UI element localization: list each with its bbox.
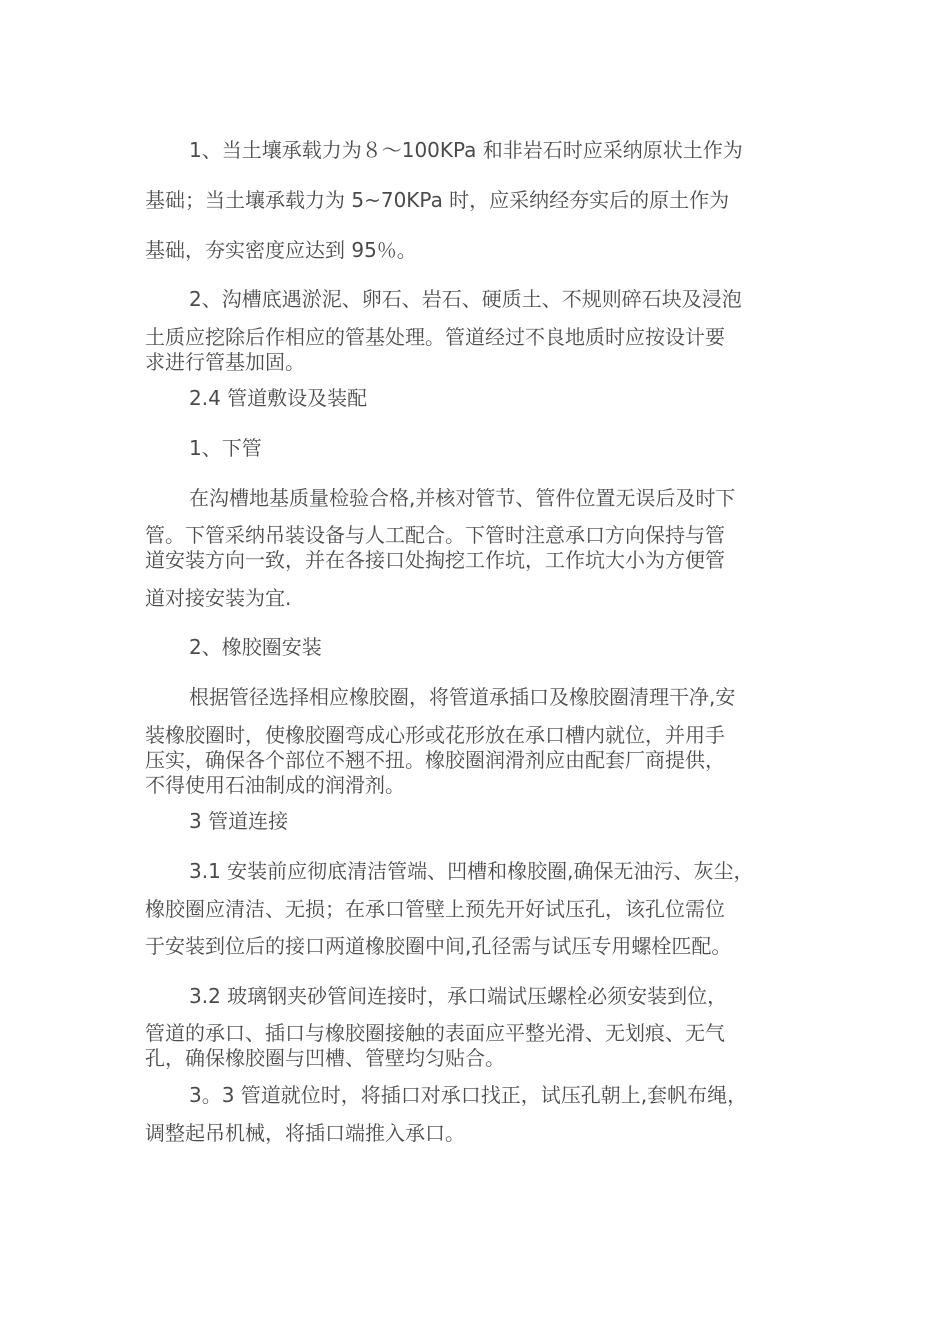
text-line: 孔，确保橡胶圈与凹槽、管壁均匀贴合。	[145, 1046, 505, 1070]
text-line: 求进行管基加固。	[145, 350, 305, 374]
text-line: 基础，夯实密度应达到 95％。	[145, 238, 417, 262]
section-heading: 3 管道连接	[189, 809, 289, 833]
text-line: 2、沟槽底遇淤泥、卵石、岩石、硬质土、不规则碎石块及浸泡	[189, 287, 742, 311]
text-line: 在沟槽地基质量检验合格,并核对管节、管件位置无误后及时下	[189, 486, 736, 510]
text-line: 不得使用石油制成的润滑剂。	[145, 773, 405, 797]
text-line: 土质应挖除后作相应的管基处理。管道经过不良地质时应按设计要	[145, 325, 725, 349]
text-line: 道安装方向一致，并在各接口处掏挖工作坑，工作坑大小为方便管	[145, 548, 725, 572]
text-line: 装橡胶圈时，使橡胶圈弯成心形或花形放在承口槽内就位，并用手	[145, 723, 725, 747]
text-line: 1、当土壤承载力为８～100KPa 和非岩石时应采纳原状土作为	[189, 138, 743, 162]
text-line: 基础；当土壤承载力为 5~70KPa 时，应采纳经夯实后的原土作为	[145, 188, 730, 212]
text-line: 于安装到位后的接口两道橡胶圈中间,孔径需与试压专用螺栓匹配。	[145, 934, 732, 958]
text-line: 调整起吊机械，将插口端推入承口。	[145, 1121, 465, 1145]
text-line: 管道的承口、插口与橡胶圈接触的表面应平整光滑、无划痕、无气	[145, 1021, 725, 1045]
text-line: 根据管径选择相应橡胶圈，将管道承插口及橡胶圈清理干净,安	[189, 685, 736, 709]
text-line: 3.1 安装前应彻底清洁管端、凹槽和橡胶圈,确保无油污、灰尘，	[189, 859, 754, 883]
text-line: 道对接安装为宜.	[145, 586, 292, 610]
text-line: 3.2 玻璃钢夹砂管间连接时，承口端试压螺栓必须安装到位，	[189, 984, 728, 1008]
section-heading: 2.4 管道敷设及装配	[189, 386, 368, 410]
subsection-heading: 2、橡胶圈安装	[189, 635, 322, 659]
subsection-heading: 1、下管	[189, 436, 262, 460]
text-line: 3。3 管道就位时，将插口对承口找正，试压孔朝上,套帆布绳，	[189, 1083, 748, 1107]
text-line: 橡胶圈应清洁、无损；在承口管壁上预先开好试压孔，该孔位需位	[145, 897, 725, 921]
text-line: 压实，确保各个部位不翘不扭。橡胶圈润滑剂应由配套厂商提供，	[145, 748, 725, 772]
text-line: 管。下管采纳吊装设备与人工配合。下管时注意承口方向保持与管	[145, 523, 725, 547]
